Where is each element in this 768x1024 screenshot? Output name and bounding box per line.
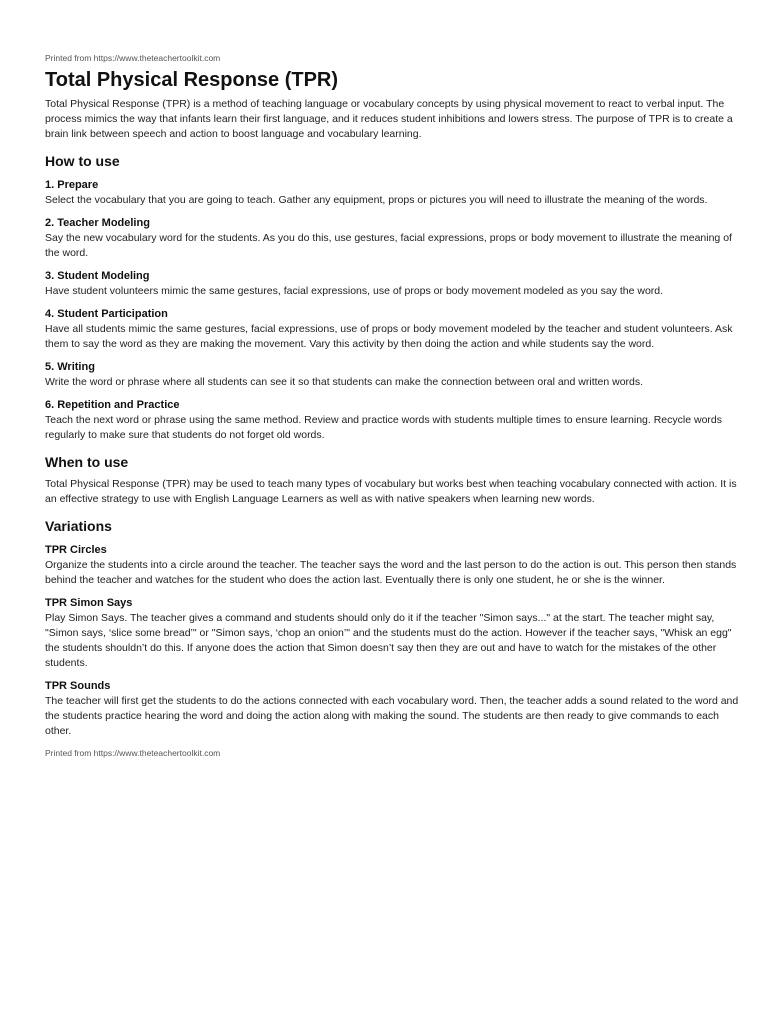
- variation-title: TPR Circles: [45, 544, 107, 556]
- step-title: 1. Prepare: [45, 179, 99, 191]
- intro-paragraph: Total Physical Response (TPR) is a method of teaching language or vocabulary concepts by using physical movement to react to verbal input. The process mimics the way that infants learn their first language, and it reduces student inhibitions and lowers stress. The purpose of TPR is to create a brain link between speech and action to boost language and vocabulary learning.: [45, 98, 733, 140]
- step-text: Teach the next word or phrase using the same method. Review and practice words with students multiple times to ensure learning. Recycle words regularly to make sure that students do not forget old words.: [45, 414, 722, 441]
- page-title: Total Physical Response (TPR): [45, 69, 339, 91]
- how-to-use-steps: [45, 178, 745, 443]
- step-text: Say the new vocabulary word for the students. As you do this, use gestures, facial expressions, props or body movement to illustrate the meaning of the word.: [45, 232, 732, 259]
- variation-text: Play Simon Says. The teacher gives a command and students should only do it if the teacher "Simon says..." at the start. The teacher might say, "Simon says, ‘slice some bread’" or "Simon says, ‘chop an onion’" and the students must do the action. However if the teacher says, "Whisk an egg" the students shouldn’t do this. If anyone does the action that Simon doesn’t say then they are out and have to watch for the mistakes of the other students.: [45, 612, 732, 669]
- variation-text: The teacher will first get the students to do the actions connected with each vocabulary word. Then, the teacher adds a sound related to the word and the students practice hearing the word and doing the action along with making the sound. The students are then ready to give commands to each other.: [45, 695, 739, 737]
- step-title: 6. Repetition and Practice: [45, 399, 180, 411]
- variations-list: [45, 543, 745, 739]
- section-heading-when-to-use: When to use: [45, 454, 129, 470]
- step-text: Select the vocabulary that you are going to teach. Gather any equipment, props or pictures you will need to illustrate the meaning of the words.: [45, 194, 708, 206]
- step-text: Have student volunteers mimic the same gestures, facial expressions, use of props or body movement modeled as you say the word.: [45, 285, 664, 297]
- step-title: 5. Writing: [45, 361, 95, 373]
- variation-text: Organize the students into a circle around the teacher. The teacher says the word and the last person to do the action is out. This person then stands behind the teacher and watches for the student who does the action last. Eventually there is only one student, he or she is the winner.: [45, 559, 737, 586]
- section-heading-how-to-use: How to use: [45, 153, 120, 169]
- step-title: 3. Student Modeling: [45, 270, 150, 282]
- when-to-use-paragraph: Total Physical Response (TPR) may be used to teach many types of vocabulary but works best when teaching vocabulary connected with action. It is an effective strategy to use with English Language Learners as well as with native speakers when learning new words.: [45, 478, 737, 505]
- step-title: 4. Student Participation: [45, 308, 168, 320]
- section-heading-variations: Variations: [45, 518, 112, 534]
- step-title: 2. Teacher Modeling: [45, 217, 150, 229]
- step-text: Write the word or phrase where all students can see it so that students can make the connection between oral and written words.: [45, 376, 644, 388]
- print-note-footer: Printed from https://www.theteachertoolkit.com: [45, 748, 221, 758]
- print-note-header: Printed from https://www.theteachertoolkit.com: [45, 53, 221, 63]
- variation-title: TPR Simon Says: [45, 597, 133, 609]
- step-text: Have all students mimic the same gestures, facial expressions, use of props or body movement modeled by the teacher and student volunteers. Ask them to say the word as they are making the movement. Vary this activity by then doing the action and while students say the word.: [45, 323, 733, 350]
- variation-title: TPR Sounds: [45, 680, 111, 692]
